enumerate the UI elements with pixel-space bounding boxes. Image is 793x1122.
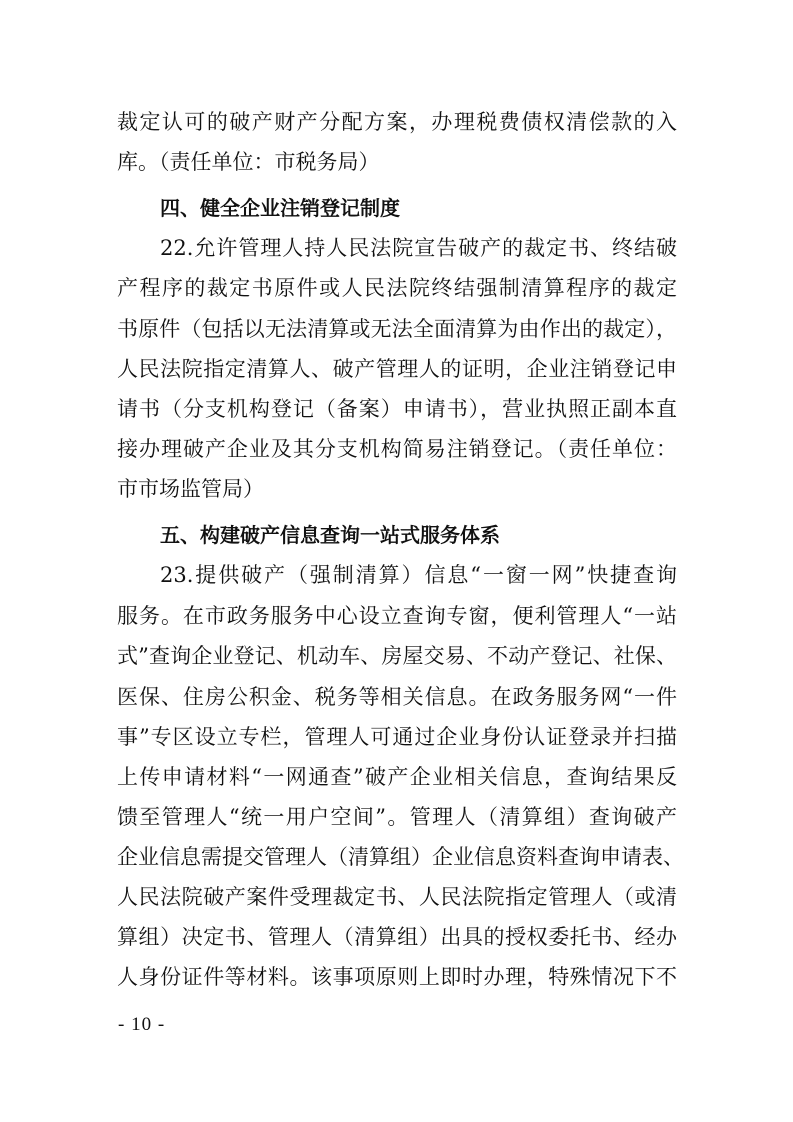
item-22-line-3: 书原件（包括以无法清算或无法全面清算为由作出的裁定）， xyxy=(117,317,677,341)
section-4-heading: 四、健全企业注销登记制度 xyxy=(160,196,400,220)
item-23-line-8: 企业信息需提交管理人（清算组）企业信息资料查询申请表、 xyxy=(117,845,684,869)
item-23-line-4: 医保、住房公积金、税务等相关信息。在政务服务网“一件 xyxy=(117,685,677,709)
item-22-line-1: 22.允许管理人持人民法院宣告破产的裁定书、终结破 xyxy=(160,236,677,260)
item-23-line-9: 人民法院破产案件受理裁定书、人民法院指定管理人（或清 xyxy=(117,885,677,909)
page-number: - 10 - xyxy=(118,1014,166,1035)
item-23-line-3: 式”查询企业登记、机动车、房屋交易、不动产登记、社保、 xyxy=(117,644,677,668)
intro-line-2: 库。（责任单位：市税务局） xyxy=(117,150,380,174)
item-23-line-1: 23.提供破产（强制清算）信息“一窗一网”快捷查询 xyxy=(160,563,677,587)
item-22-line-2: 产程序的裁定书原件或人民法院终结强制清算程序的裁定 xyxy=(117,276,677,300)
item-22-line-6: 接办理破产企业及其分支机构简易注销登记。（责任单位： xyxy=(117,437,677,461)
item-23-line-10: 算组）决定书、管理人（清算组）出具的授权委托书、经办 xyxy=(117,925,677,949)
item-22-line-5: 请书（分支机构登记（备案）申请书），营业执照正副本直 xyxy=(117,397,677,421)
intro-line-1: 裁定认可的破产财产分配方案，办理税费债权清偿款的入 xyxy=(117,110,677,134)
item-22-line-4: 人民法院指定清算人、破产管理人的证明，企业注销登记申 xyxy=(117,357,677,381)
item-23-line-2: 服务。在市政务服务中心设立查询专窗，便利管理人“一站 xyxy=(117,604,677,628)
section-5-heading: 五、构建破产信息查询一站式服务体系 xyxy=(160,523,500,547)
item-23-line-11: 人身份证件等材料。该事项原则上即时办理，特殊情况下不 xyxy=(117,965,677,989)
item-23-line-5: 事”专区设立专栏，管理人可通过企业身份认证登录并扫描 xyxy=(117,725,677,749)
item-23-line-7: 馈至管理人“统一用户空间”。管理人（清算组）查询破产 xyxy=(117,805,677,829)
item-22-line-7: 市市场监管局） xyxy=(117,477,264,501)
item-23-line-6: 上传申请材料“一网通查”破产企业相关信息，查询结果反 xyxy=(117,765,677,789)
